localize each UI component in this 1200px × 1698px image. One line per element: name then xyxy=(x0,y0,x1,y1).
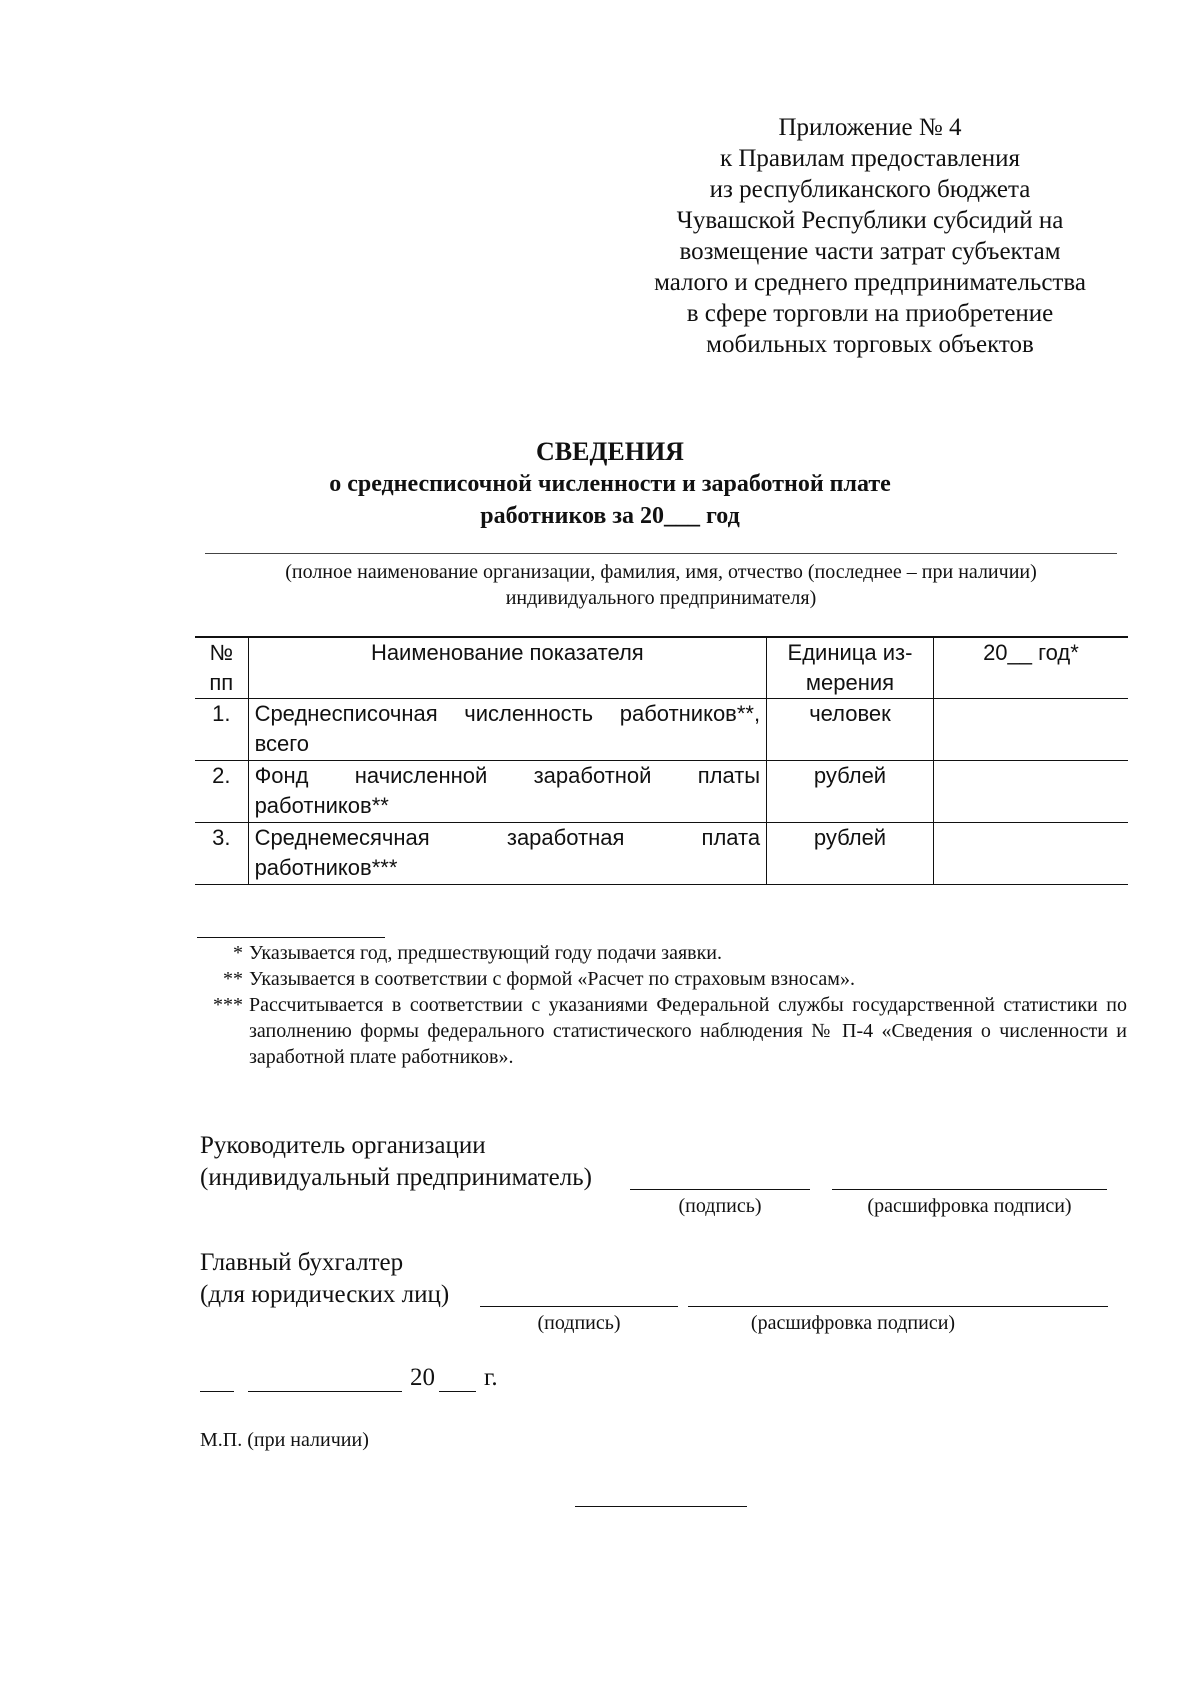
row-value[interactable] xyxy=(933,823,1128,885)
appendix-line: мобильных торговых объектов xyxy=(706,331,1034,358)
accountant-signature-caption: (подпись) xyxy=(537,1312,621,1334)
accountant-subtitle: (для юридических лиц) xyxy=(200,1281,450,1308)
footnote-text: Указывается год, предшествующий году подачи заявки. xyxy=(249,942,723,964)
accountant-title: Главный бухгалтер xyxy=(200,1249,404,1276)
footnote xyxy=(197,992,1127,1070)
table-row xyxy=(195,823,1128,885)
appendix-line: из республиканского бюджета xyxy=(709,176,1031,203)
accountant-decoding-caption: (расшифровка подписи) xyxy=(750,1312,956,1334)
footnote-divider xyxy=(197,937,385,938)
table-row xyxy=(195,761,1128,823)
appendix-line: Чувашской Республики субсидий на xyxy=(676,207,1064,234)
row-value[interactable] xyxy=(933,699,1128,761)
appendix-line: к Правилам предоставления xyxy=(719,145,1021,172)
footnote-text: Указывается в соответствии с формой «Расчет по страховым взносам». xyxy=(249,968,855,990)
header-unit: Единица из-мерения xyxy=(767,637,934,699)
end-divider xyxy=(575,1506,747,1507)
title-main: СВЕДЕНИЯ xyxy=(536,437,684,466)
footnote xyxy=(197,966,1127,992)
footnotes xyxy=(197,940,1127,1070)
appendix-line: в сфере торговли на приобретение xyxy=(686,300,1054,327)
stamp-note: М.П. (при наличии) xyxy=(200,1429,369,1451)
row-num: 3. xyxy=(195,823,248,885)
appendix-header xyxy=(640,112,1100,360)
row-name: Фонд начисленной заработной платы работников** xyxy=(248,761,767,823)
accountant-decoding-line[interactable] xyxy=(688,1306,1108,1307)
date-year-line[interactable] xyxy=(439,1391,476,1392)
organization-caption-line: индивидуального предпринимателя) xyxy=(505,587,817,609)
row-name: Среднемесячная заработная плата работников*** xyxy=(248,823,767,885)
head-title: Руководитель организации xyxy=(200,1132,486,1159)
footnote-text: Рассчитывается в соответствии с указаниями Федеральной службы государственной статистики по заполнению формы федерального статистического наблюдения № П-4 «Сведения о численности и заработной плате работников». xyxy=(249,994,1127,1068)
row-num: 1. xyxy=(195,699,248,761)
date-year-prefix: 20 xyxy=(410,1364,435,1391)
date-year-suffix: г. xyxy=(484,1364,498,1391)
appendix-line: Приложение № 4 xyxy=(778,114,962,141)
header-num: № пп xyxy=(195,637,248,699)
footnote-mark: *** xyxy=(213,994,243,1016)
indicators-table xyxy=(195,636,1128,885)
row-num: 2. xyxy=(195,761,248,823)
date-month-line[interactable] xyxy=(248,1391,402,1392)
document-title xyxy=(250,436,970,532)
row-unit: рублей xyxy=(767,823,934,885)
organization-caption xyxy=(205,559,1117,611)
row-unit: человек xyxy=(767,699,934,761)
head-decoding-line[interactable] xyxy=(832,1189,1107,1190)
footnote xyxy=(197,940,1127,966)
head-decoding-caption: (расшифровка подписи) xyxy=(867,1195,1072,1217)
header-name: Наименование показателя xyxy=(248,637,767,699)
title-subtitle: о среднесписочной численности и заработной плате xyxy=(329,471,891,497)
date-day-line[interactable] xyxy=(200,1391,234,1392)
head-signature-caption: (подпись) xyxy=(678,1195,762,1217)
row-name: Среднесписочная численность работников**, всего xyxy=(248,699,767,761)
row-value[interactable] xyxy=(933,761,1128,823)
header-year: 20__ год* xyxy=(933,637,1128,699)
row-unit: рублей xyxy=(767,761,934,823)
title-year: работников за 20___ год xyxy=(480,503,740,529)
table-row xyxy=(195,699,1128,761)
head-signature-line[interactable] xyxy=(630,1189,810,1190)
appendix-line: возмещение части затрат субъектам xyxy=(679,238,1061,265)
footnote-mark: ** xyxy=(223,968,243,990)
organization-caption-line: (полное наименование организации, фамилия, имя, отчество (последнее – при наличии) xyxy=(285,561,1037,583)
head-subtitle: (индивидуальный предприниматель) xyxy=(200,1164,592,1191)
accountant-signature-line[interactable] xyxy=(480,1306,678,1307)
appendix-line: малого и среднего предпринимательства xyxy=(654,269,1086,296)
table-header-row xyxy=(195,637,1128,699)
footnote-mark: * xyxy=(233,942,243,964)
organization-name-line[interactable] xyxy=(205,553,1117,554)
